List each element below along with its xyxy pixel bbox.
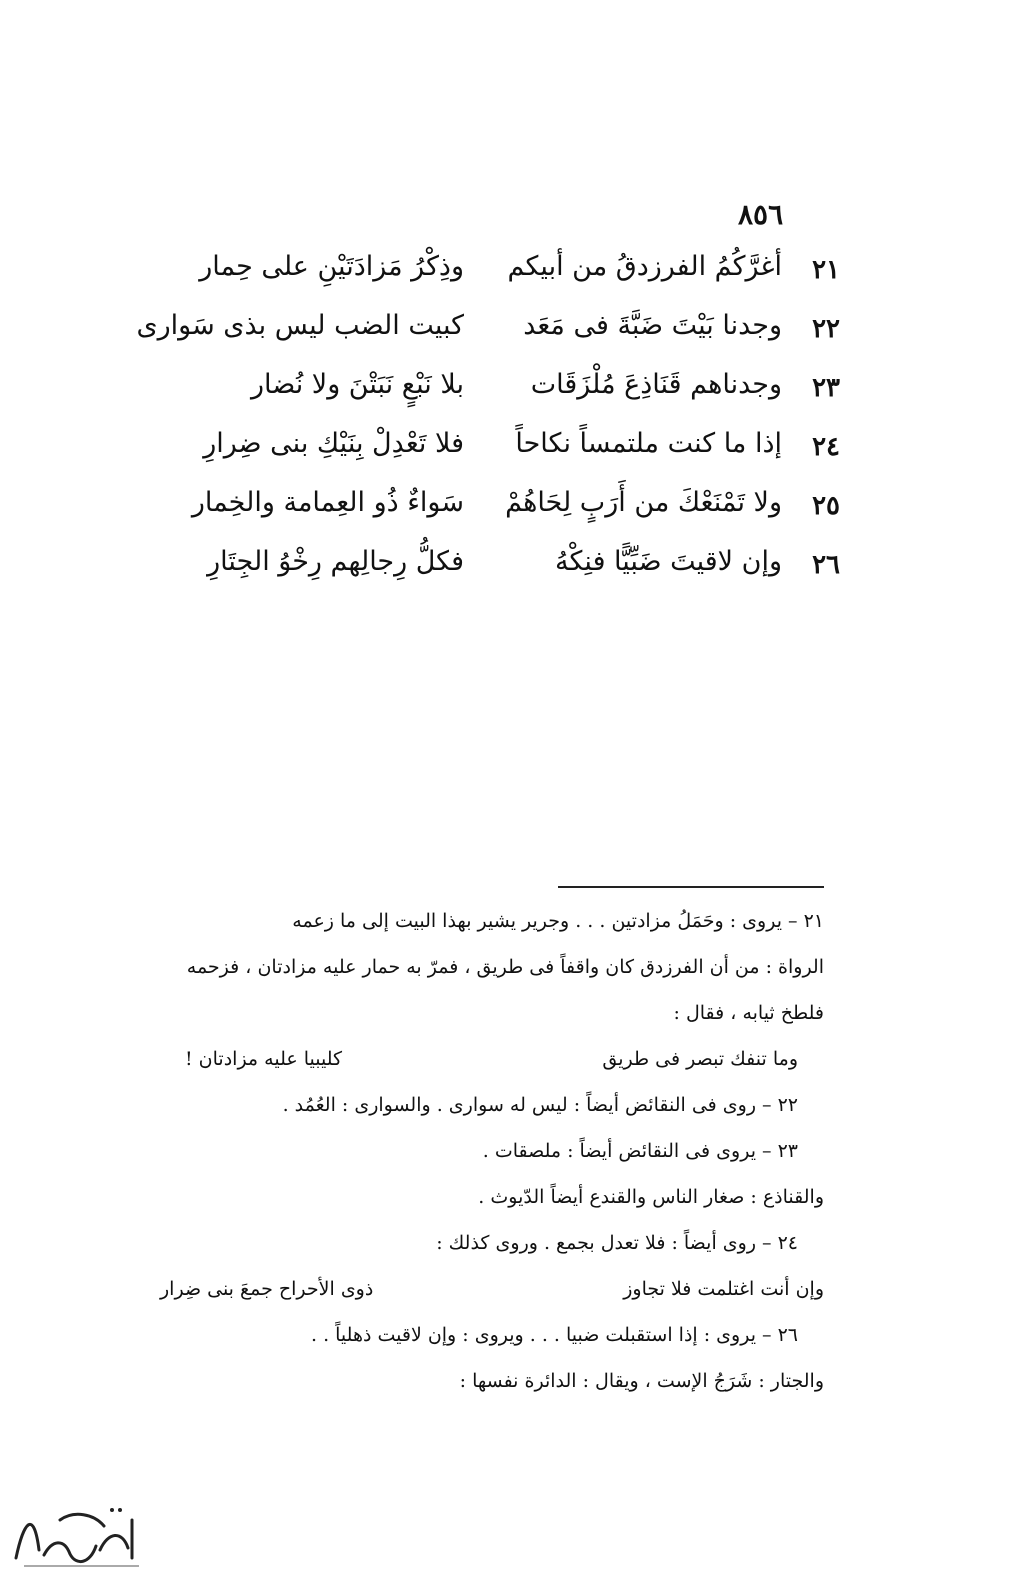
verse-number: ٢١ [812, 255, 840, 285]
footnote-line: ٢٤ – روى أيضاً : فلا تعدل بجمع . وروى كذلك : [436, 1232, 798, 1254]
verse-first-hemistich: أغرَّكُمُ الفرزدقُ من أبيكم [507, 251, 782, 282]
footnote-line: ٢٣ – يروى فى النقائض أيضاً : ملصقات . [482, 1140, 798, 1162]
verse-number: ٢٥ [812, 491, 840, 521]
verse-first-hemistich: وإن لاقيتَ ضَبِّيًّا فنِكْهُ [555, 546, 782, 577]
footnote-poem-first: وإن أنت اغتلمت فلا تجاوز [623, 1278, 824, 1300]
verse-second-hemistich: فلا تَعْدِلْ بِنَيْكِ بنى ضِرارِ [203, 428, 464, 459]
verse [150, 422, 840, 481]
footnote-line: ٢٢ – روى فى النقائض أيضاً : ليس له سوارى . والسوارى : العُمُد . [282, 1094, 798, 1116]
verse-first-hemistich: ولا تَمْنَعْكَ من أَرَبٍ لِحَاهُمْ [505, 487, 782, 518]
verse-first-hemistich: وجدناهم قَنَاذِعَ مُلْزَقَات [530, 369, 782, 400]
verse [150, 540, 840, 599]
poem-verses [136, 245, 840, 599]
footnotes [130, 898, 824, 1404]
verse-second-hemistich: كبيت الضب ليس بذى سَوارى [136, 310, 464, 341]
verse-first-hemistich: وجدنا بَيْتَ ضَبَّةَ فى مَعَد [523, 310, 782, 341]
footnote-line: ٢١ – يروى : وحَمَلُ مزادتين . . . وجرير يشير بهذا البيت إلى ما زعمه [292, 910, 824, 932]
verse-second-hemistich: فكلُّ رِجالِهم رِخْوُ الجِتَارِ [207, 546, 464, 577]
footnote-line: والقناذع : صغار الناس والقندع أيضاً الدّيوث . [478, 1186, 824, 1208]
verse-first-hemistich: إذا ما كنت ملتمساً نكاحاً [515, 428, 782, 459]
verse [150, 245, 840, 304]
verse-number: ٢٤ [812, 432, 840, 462]
footnote-poem-second: كليبيا عليه مزادتان ! [185, 1048, 343, 1070]
verse-second-hemistich: بلا نَبْعٍ نَبَتْنَ ولا نُضار [251, 369, 464, 400]
verse [136, 304, 840, 363]
footnote-divider [558, 886, 824, 888]
footnote-line: فلطخ ثيابه ، فقال : [673, 1002, 824, 1024]
verse-number: ٢٦ [812, 550, 840, 580]
footnote-poem-line [130, 1036, 824, 1082]
footnote-poem-first: وما تنفك تبصر فى طريق [602, 1048, 798, 1070]
footnote-poem-second: ذوى الأحراح جمعَ بنى ضِرار [160, 1278, 374, 1300]
verse [150, 363, 840, 422]
calligraphy-logo [4, 1480, 154, 1580]
footnote-line: ٢٦ – يروى : إذا استقبلت ضبيا . . . ويروى : وإن لاقيت ذهلياً . . [310, 1324, 798, 1346]
footnote-poem-line [130, 1266, 824, 1312]
verse-second-hemistich: وذِكْرُ مَزادَتَيْنِ على حِمار [199, 251, 464, 282]
verse-number: ٢٣ [812, 373, 840, 403]
verse-number: ٢٢ [812, 314, 840, 344]
footnote-line: الرواة : من أن الفرزدق كان واقفاً فى طريق ، فمرّ به حمار عليه مزادتان ، فزحمه [186, 956, 824, 978]
footnote-line: والجتار : شَرَجُ الإست ، ويقال : الدائرة نفسها : [459, 1370, 824, 1392]
verse [150, 481, 840, 540]
verse-second-hemistich: سَواءٌ ذُو العِمامة والخِمار [191, 487, 464, 518]
page-number: ٨٥٦ [738, 198, 784, 231]
